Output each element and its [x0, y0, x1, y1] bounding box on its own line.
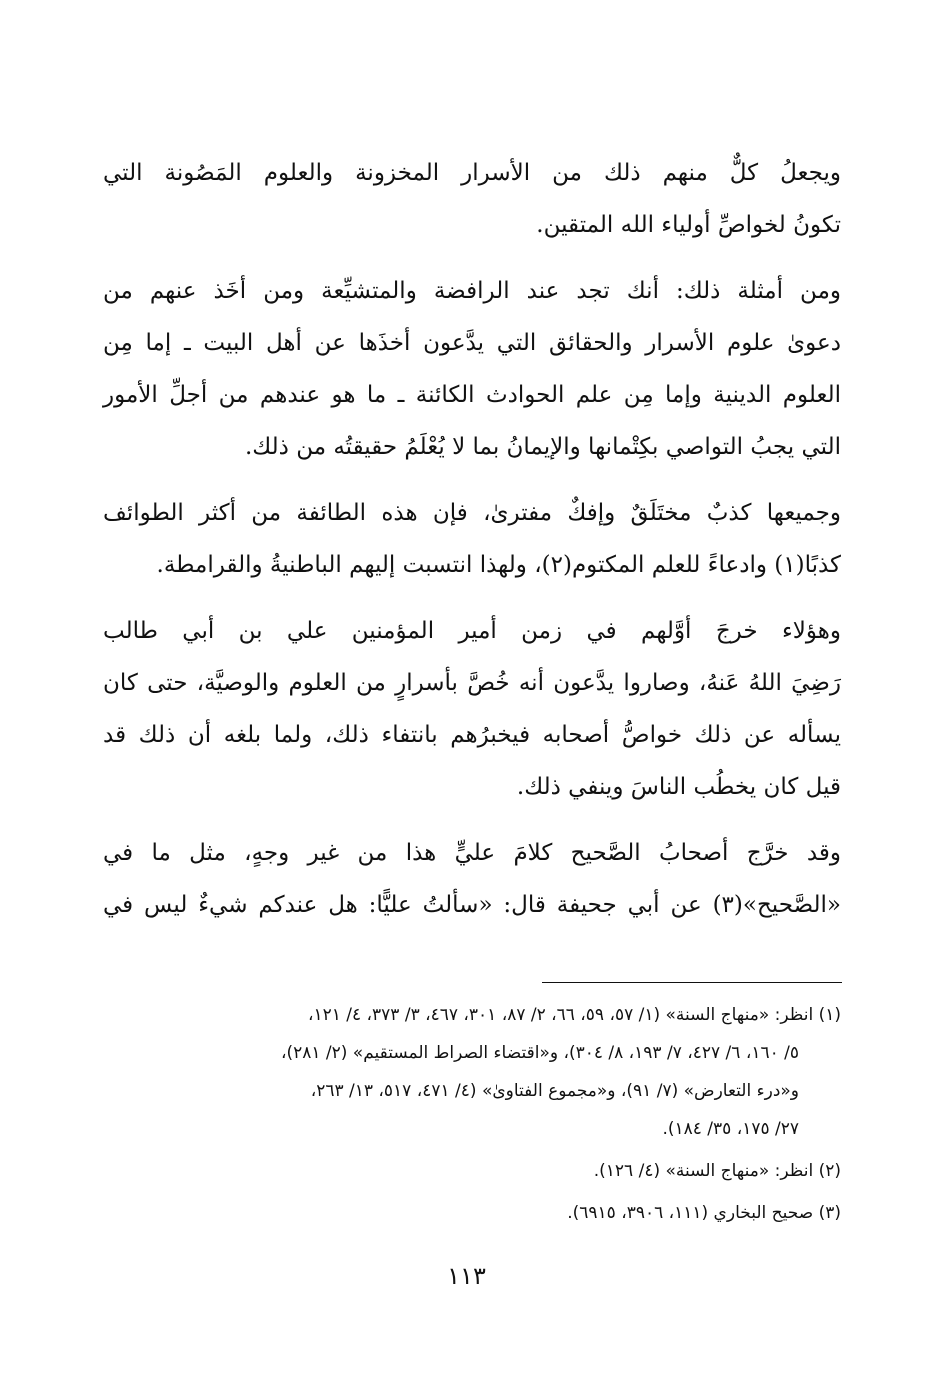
footnote-line: (٣) صحيح البخاري (١١١، ٣٩٠٦، ٦٩١٥).: [567, 1203, 841, 1223]
text-line: وجميعها كذبٌ مختَلَقٌ وإفكٌ مفترىٰ، فإن هذه الطائفة من أكثر الطوائف: [103, 500, 841, 526]
footnote-line: (٢) انظر: «منهاج السنة» (٤/ ١٢٦).: [593, 1161, 841, 1181]
text-line: التي يجبُ التواصي بكِتْمانها والإيمانُ بما لا يُعْلَمُ حقيقتُه من ذلك.: [244, 434, 841, 460]
paragraph-2: [103, 265, 841, 473]
paragraph-4: [103, 605, 841, 813]
footnote-3: [103, 1194, 841, 1232]
page-number: ١١٣: [447, 1262, 486, 1290]
paragraph-5: [103, 827, 841, 931]
footnote-line: ٢٧/ ١٧٥، ٣٥/ ١٨٤).: [662, 1119, 799, 1139]
text-line: تكونُ لخواصِّ أولياء الله المتقين.: [536, 212, 841, 238]
footnote-2: [103, 1152, 841, 1190]
footnote-divider: [542, 982, 842, 983]
text-line: وهؤلاء خرجَ أوَّلهم في زمن أمير المؤمنين علي بن أبي طالب: [103, 618, 841, 644]
text-line: دعوىٰ علوم الأسرار والحقائق التي يدَّعون أخذَها عن أهل البيت ـ إما مِن: [103, 330, 841, 356]
footnotes: [103, 996, 841, 1236]
text-line: ويجعلُ كلٌّ منهم ذلك من الأسرار المخزونة والعلوم المَصُونة التي: [103, 160, 841, 186]
footnote-1: [103, 996, 841, 1148]
text-line: يسأله عن ذلك خواصُّ أصحابه فيخبرُهم بانتفاء ذلك، ولما بلغه أن ذلك قد: [103, 722, 841, 748]
text-line: وقد خرَّج أصحابُ الصَّحيح كلامَ عليٍّ هذا من غير وجهٍ، مثل ما في: [103, 840, 841, 866]
paragraph-3: [103, 487, 841, 591]
text-line: العلوم الدينية وإما مِن علم الحوادث الكائنة ـ ما هو عندهم من أجلِّ الأمور: [103, 382, 841, 408]
paragraph-1: [103, 147, 841, 251]
footnote-line: (١) انظر: «منهاج السنة» (١/ ٥٧، ٥٩، ٦٦، ٢/ ٨٧، ٣٠١، ٤٦٧، ٣/ ٣٧٣، ٤/ ١٢١،: [307, 1005, 841, 1025]
text-line: «الصَّحيح»(٣) عن أبي جحيفة قال: «سألتُ عليًّا: هل عندكم شيءٌ ليس في: [103, 892, 841, 918]
footnote-line: ٥/ ١٦٠، ٦/ ٤٢٧، ٧/ ١٩٣، ٨/ ٣٠٤)، و«اقتضاء الصراط المستقيم» (٢/ ٢٨١)،: [280, 1043, 799, 1063]
text-line: قيل كان يخطُب الناسَ وينفي ذلك.: [516, 774, 841, 800]
main-text: [103, 147, 841, 945]
footnote-line: و«درء التعارض» (٧/ ٩١)، و«مجموع الفتاوىٰ» (٤/ ٤٧١، ٥١٧، ١٣/ ٢٦٣،: [310, 1081, 799, 1101]
text-line: كذبًا(١) وادعاءً للعلم المكتوم(٢)، ولهذا انتسبت إليهم الباطنيةُ والقرامطة.: [156, 552, 841, 578]
text-line: رَضِيَ اللهُ عَنهُ، وصاروا يدَّعون أنه خُصَّ بأسرارٍ من العلوم والوصيَّة، حتى كان: [103, 670, 841, 696]
text-line: ومن أمثلة ذلك: أنك تجد عند الرافضة والمتشيِّعة ومن أخَذ عنهم من: [103, 278, 841, 304]
